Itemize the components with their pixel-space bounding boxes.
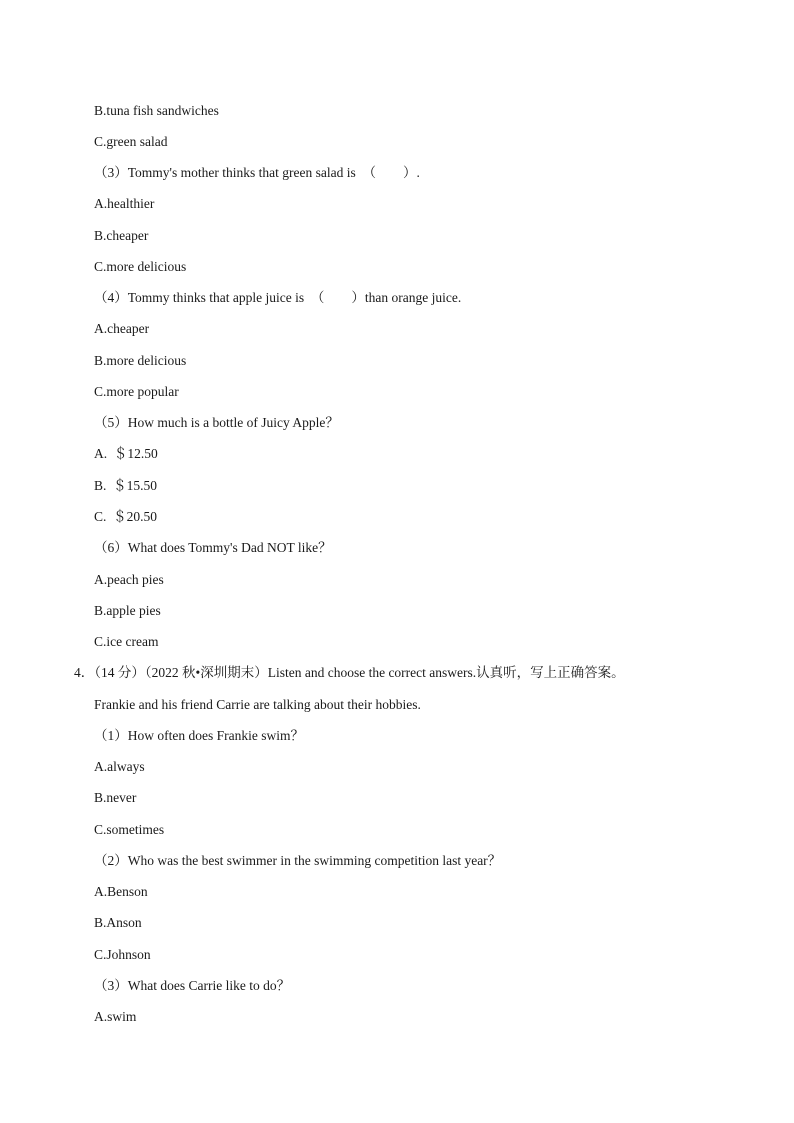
option-c: C.sometimes <box>94 822 165 837</box>
option-a: A.cheaper <box>94 321 150 336</box>
option-c: C.more delicious <box>94 259 187 274</box>
option-a: A.swim <box>94 1009 137 1024</box>
option-c: C.Johnson <box>94 947 151 962</box>
option-a: A. ＄12.50 <box>94 446 158 461</box>
option-c: C.green salad <box>94 134 168 149</box>
option-b: B.never <box>94 790 137 805</box>
option-a: A.Benson <box>94 884 148 899</box>
option-b: B.cheaper <box>94 228 149 243</box>
question-3-5: （5）How much is a bottle of Juicy Apple？ <box>94 415 339 430</box>
option-b: B.more delicious <box>94 353 187 368</box>
option-a: A.peach pies <box>94 572 164 587</box>
question-4-1: （1）How often does Frankie swim？ <box>94 728 304 743</box>
question-3-6: （6）What does Tommy's Dad NOT like？ <box>94 540 332 555</box>
option-c: C.ice cream <box>94 634 159 649</box>
question-3-3: （3）Tommy's mother thinks that green salad is （ ）. <box>94 165 420 180</box>
question-4-2: （2）Who was the best swimmer in the swimming competition last year？ <box>94 853 502 868</box>
option-b: B.tuna fish sandwiches <box>94 103 219 118</box>
option-b: B.Anson <box>94 915 142 930</box>
option-b: B.apple pies <box>94 603 161 618</box>
question-4-3: （3）What does Carrie like to do？ <box>94 978 291 993</box>
option-c: C. ＄20.50 <box>94 509 158 524</box>
option-c: C.more popular <box>94 384 179 399</box>
option-a: A.always <box>94 759 145 774</box>
question-4-intro: Frankie and his friend Carrie are talking about their hobbies. <box>94 697 421 712</box>
question-4-header: 4．（14 分）（2022 秋•深圳期末）Listen and choose the correct answers.认真听，写上正确答案。 <box>74 665 625 680</box>
option-b: B. ＄15.50 <box>94 478 158 493</box>
option-a: A.healthier <box>94 196 155 211</box>
question-3-4: （4）Tommy thinks that apple juice is （ ）than orange juice. <box>94 290 462 305</box>
